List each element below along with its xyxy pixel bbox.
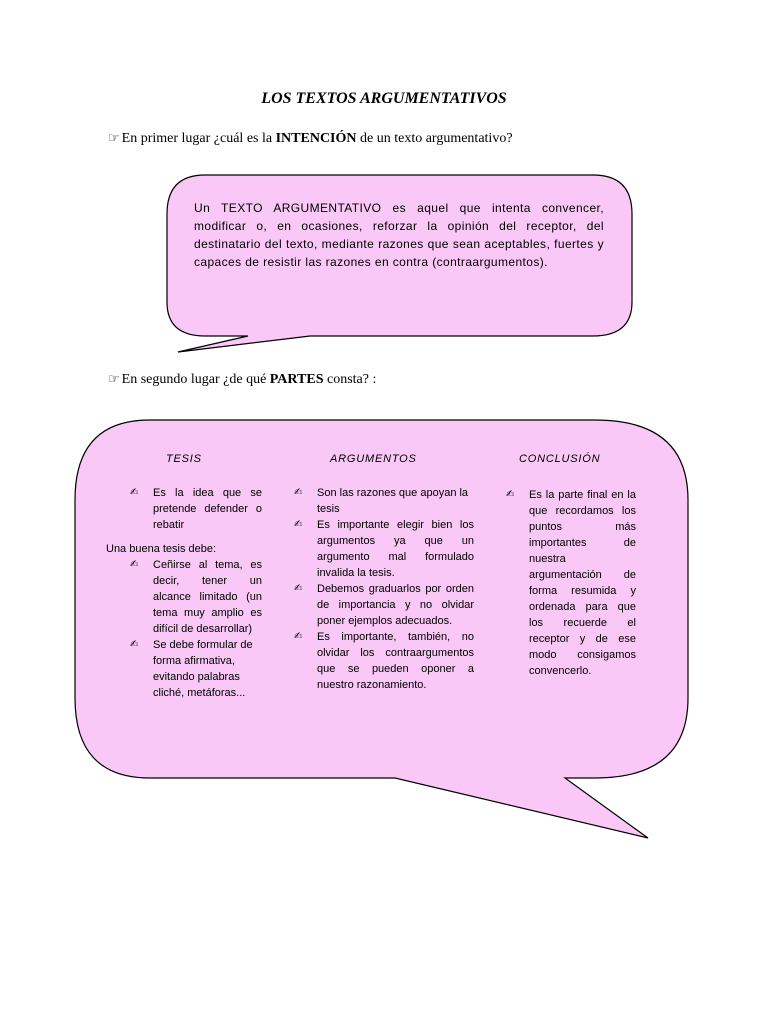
writing-hand-icon: ✍ — [506, 489, 515, 500]
question-suffix: de un texto argumentativo? — [356, 131, 513, 146]
list-item: ✍ Es la idea que se pretende defender o rebatir — [130, 487, 262, 531]
writing-hand-icon: ✍ — [294, 487, 303, 498]
page-title: LOS TEXTOS ARGUMENTATIVOS — [261, 90, 507, 107]
column-tesis — [106, 485, 262, 701]
list-item: ✍ Debemos graduarlos por orden de importancia y no olvidar poner ejemplos adecuados. — [294, 583, 474, 627]
question-prefix: En primer lugar ¿cuál es la — [121, 131, 276, 146]
heading-tesis: TESIS — [166, 453, 202, 465]
writing-hand-icon: ✍ — [130, 487, 139, 498]
list-item: ✍ Es importante, también, no olvidar los contraargumentos que se pueden oponer a nuestro razonamiento. — [294, 631, 474, 691]
column-argumentos — [294, 485, 474, 693]
question-intencion — [108, 131, 513, 147]
list-item: ✍ Es la parte final en la que recordamos los puntos más importantes de nuestra argumentación de forma resumida y ordenada para que los recuerde el receptor y de ese modo consigamos convencerlo. — [506, 489, 636, 677]
writing-hand-icon: ✍ — [294, 631, 303, 642]
writing-hand-icon: ✍ — [294, 583, 303, 594]
question-prefix: En segundo lugar ¿de qué — [121, 372, 270, 387]
list-item: ✍ Se debe formular de forma afirmativa, evitando palabras cliché, metáforas... — [130, 639, 253, 699]
list-item: ✍ Ceñirse al tema, es decir, tener un alcance limitado (un tema muy amplio es difícil de desarrollar) — [130, 559, 262, 635]
heading-conclusion: CONCLUSIÓN — [519, 453, 601, 465]
question-partes — [108, 372, 376, 388]
question-keyword: INTENCIÓN — [275, 131, 357, 146]
column-conclusion — [506, 487, 636, 679]
pointing-hand-icon: ☞ — [108, 372, 120, 387]
tesis-subheading: Una buena tesis debe: — [106, 543, 217, 555]
question-suffix: consta? : — [323, 372, 377, 387]
writing-hand-icon: ✍ — [130, 639, 139, 650]
list-item: ✍ Es importante elegir bien los argumentos ya que un argumento mal formulado invalida la tesis. — [294, 519, 474, 579]
heading-argumentos: ARGUMENTOS — [330, 453, 417, 465]
writing-hand-icon: ✍ — [130, 559, 139, 570]
list-item: ✍ Son las razones que apoyan la tesis — [294, 487, 469, 515]
writing-hand-icon: ✍ — [294, 519, 303, 530]
question-keyword: PARTES — [269, 372, 324, 387]
pointing-hand-icon: ☞ — [108, 131, 120, 146]
definition-text: Un TEXTO ARGUMENTATIVO es aquel que intenta convencer, modificar o, en ocasiones, reforzar la opinión del receptor, del destinatario del texto, mediante razones que sean aceptables, fuertes y capaces de resistir las razones en contra (contraargumentos). — [194, 201, 604, 269]
